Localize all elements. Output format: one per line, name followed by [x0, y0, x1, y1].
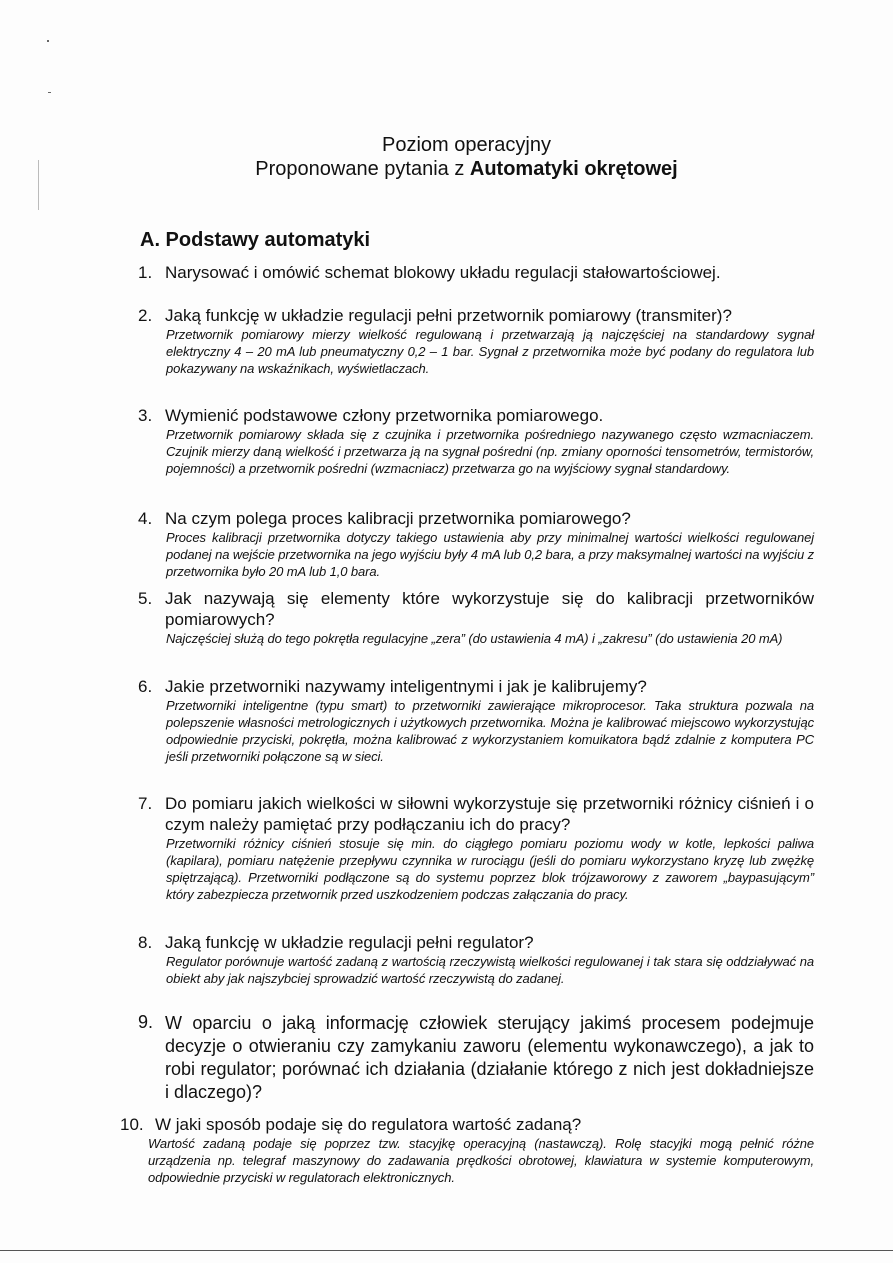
question-number: 2. — [138, 306, 153, 325]
subtitle-prefix: Proponowane pytania z — [255, 158, 470, 180]
answer-text: Regulator porównuje wartość zadaną z wartością rzeczywistą wielkości regulowanej i tak stara się oddziaływać na obiekt aby jak najszybciej sprowadzić wartość rzeczywistą do zadanej. — [166, 954, 814, 986]
question-item — [138, 793, 814, 903]
question-text: Jaką funkcję w układzie regulacji pełni przetwornik pomiarowy (transmiter)? — [165, 306, 732, 325]
question-number: 1. — [138, 263, 153, 282]
question-item — [138, 588, 814, 647]
question-item — [138, 932, 814, 987]
question-number: 10. — [120, 1115, 144, 1134]
question-item — [138, 262, 814, 283]
question-text: Jaką funkcję w układzie regulacji pełni regulator? — [165, 933, 534, 952]
answer-text: Najczęściej służą do tego pokrętła regulacyjne „zera” (do ustawienia 4 mA) i „zakresu” (do ustawienia 20 mA) — [166, 631, 783, 646]
answer-text: Przetworniki różnicy ciśnień stosuje się min. do ciągłego pomiaru poziomu wody w kotle, lepkości paliwa (kapilara), pomiaru natężenie przepływu czynnika w rurociągu (jeśli do pomiaru wykorzystano kryzę lub zwężkę spiętrzającą). Przetworniki podłączone są do systemu poprzez blok trójzaworowy z zaworem „baypasującym” który zabezpiecza przetwornik przed uszkodzeniem podczas załączania do pracy. — [166, 836, 814, 902]
scan-mark — [48, 92, 51, 93]
answer-text: Proces kalibracji przetwornika dotyczy takiego ustawienia aby przy minimalnej wartości wielkości regulowanej podanej na wejście przetwornika na jego wyjściu były 4 mA lub 0,2 bara, a przy maksymalnej wartości na wyjściu z przetwornika było 20 mA lub 1,0 bara. — [166, 530, 814, 579]
question-item — [138, 676, 814, 765]
question-item — [120, 1114, 814, 1186]
question-number: 9. — [138, 1012, 154, 1032]
question-text: W jaki sposób podaje się do regulatora wartość zadaną? — [155, 1115, 582, 1134]
question-number: 8. — [138, 933, 153, 952]
question-item — [138, 405, 814, 477]
answer-text: Przetwornik pomiarowy mierzy wielkość regulowaną i przetwarzają ją najczęściej na standardowy sygnał elektryczny 4 – 20 mA lub pneumatyczny 0,2 – 1 bar. Sygnał z przetwornika może być podany do regulatora lub pokazywany na wskaźnikach, wyświetlaczach. — [166, 327, 814, 376]
question-item — [138, 508, 814, 580]
question-number: 3. — [138, 406, 153, 425]
page-bottom-rule — [0, 1250, 893, 1251]
subtitle-subject: Automatyki okrętowej — [469, 158, 678, 180]
question-item — [138, 1012, 814, 1104]
answer-text: Wartość zadaną podaje się poprzez tzw. stacyjkę operacyjną (nastawczą). Rolę stacyjki mogą pełnić różne urządzenia np. telegraf maszynowy do zadawania prędkości obrotowej, klawiatura w systemie komputerowym, odpowiednie przyciski w regulatorach elektronicznych. — [148, 1136, 814, 1185]
answer-text: Przetwornik pomiarowy składa się z czujnika i przetwornika pośredniego nazywanego często wzmacniaczem. Czujnik mierzy daną wielkość i przetwarza ją na sygnał pośredni (np. zmiany oporności tensometrów, termistorów, pojemności) a przetwornik pośredni (wzmacniacz) przetwarza go na wyjściowy sygnał standardowy. — [166, 427, 814, 476]
document-subtitle — [0, 157, 893, 181]
question-text: Do pomiaru jakich wielkości w siłowni wykorzystuje się przetworniki różnicy ciśnień i o czym należy pamiętać przy podłączaniu ich do pracy? — [165, 794, 814, 834]
question-number: 6. — [138, 677, 153, 696]
question-number: 7. — [138, 794, 153, 813]
question-text: Na czym polega proces kalibracji przetwornika pomiarowego? — [165, 509, 631, 528]
scan-mark — [47, 40, 49, 42]
question-text: W oparciu o jaką informację człowiek sterujący jakimś procesem podejmuje decyzje o otwieraniu czy zamykaniu zaworu (elementu wykonawczego), a jak to robi regulator; porównać ich działania (działanie którego z nich jest dokładniejsze i dlaczego)? — [165, 1013, 814, 1102]
question-number: 4. — [138, 509, 153, 528]
answer-text: Przetworniki inteligentne (typu smart) to przetworniki zawierające mikroprocesor. Taka struktura pozwala na polepszenie własności metrologicznych i użytkowych przetwornika. Można je kalibrować miejscowo wykorzystując odpowiednie przyciski, pokrętła, można kalibrować z wykorzystaniem komuikatora bądź zdalnie z komputera PC jeśli przetworniki połączone są w sieci. — [166, 698, 814, 764]
question-text: Wymienić podstawowe człony przetwornika pomiarowego. — [165, 406, 604, 425]
document-header — [0, 133, 893, 181]
question-text: Jakie przetworniki nazywamy inteligentnymi i jak je kalibrujemy? — [165, 677, 647, 696]
question-number: 5. — [138, 589, 153, 608]
question-text: Narysować i omówić schemat blokowy układu regulacji stałowartościowej. — [165, 263, 721, 282]
question-text: Jak nazywają się elementy które wykorzystuje się do kalibracji przetworników pomiarowych? — [165, 589, 814, 629]
section-heading: A. Podstawy automatyki — [140, 229, 371, 251]
document-title: Poziom operacyjny — [382, 134, 551, 156]
question-item — [138, 305, 814, 377]
